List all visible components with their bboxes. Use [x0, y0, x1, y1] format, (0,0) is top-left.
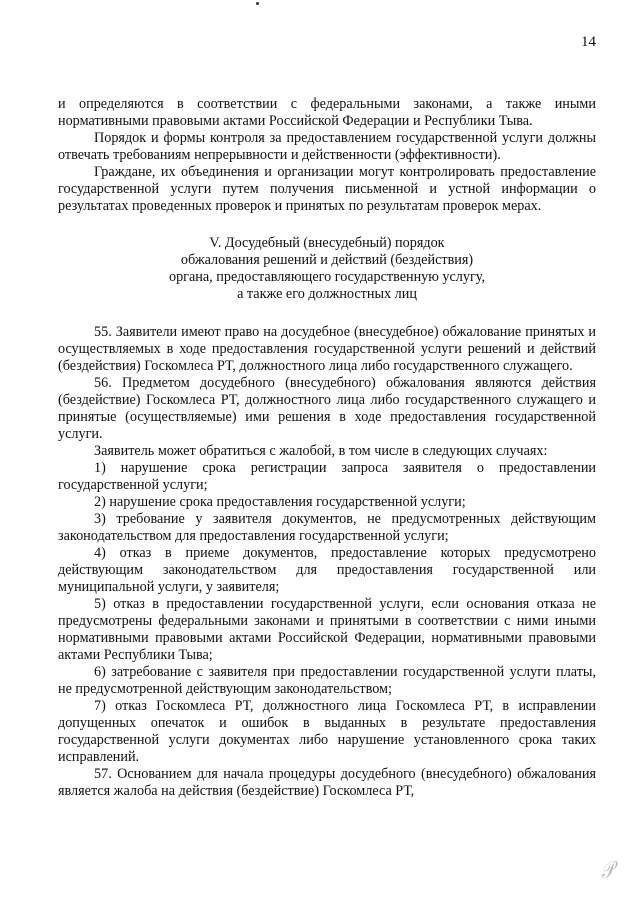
- list-item: 7) отказ Госкомлеса РТ, должностного лица Госкомлеса РТ, в исправлении допущенных опечаток и ошибок в выданных в результате предоставления государственной услуги документах либо нарушение установленного срока таких исправлений.: [58, 698, 596, 765]
- paragraph-57: 57. Основанием для начала процедуры досудебного (внесудебного) обжалования является жалоба на действия (бездействие) Госкомлеса РТ,: [58, 766, 596, 799]
- section-heading: [58, 235, 596, 303]
- paragraph: Порядок и формы контроля за предоставлением государственной услуги должны отвечать требованиям непрерывности и действенности (эффективности).: [58, 130, 596, 163]
- section-heading-line: V. Досудебный (внесудебный) порядок: [209, 235, 445, 251]
- paragraph-continuation: и определяются в соответствии с федеральными законами, а также иными нормативными правовыми актами Российской Федерации и Республики Тыва.: [58, 96, 596, 129]
- section-heading-line: органа, предоставляющего государственную услугу,: [168, 269, 486, 285]
- section-heading-line: а также его должностных лиц: [237, 286, 417, 302]
- list-item: 3) требование у заявителя документов, не предусмотренных действующим законодательством для предоставления государственной услуги;: [58, 511, 596, 544]
- paragraph: Граждане, их объединения и организации могут контролировать предоставление государственной услуги путем получения письменной и устной информации о результатах проведенных проверок и принятых по результатам проверок мерах.: [58, 164, 596, 214]
- document-body: [58, 96, 596, 800]
- list-item: 1) нарушение срока регистрации запроса заявителя о предоставлении государственной услуги;: [58, 460, 596, 493]
- section-heading-line: обжалования решений и действий (бездействия): [180, 252, 474, 268]
- list-item: 5) отказ в предоставлении государственной услуги, если основания отказа не предусмотрены федеральными законами и принятыми в соответствии с ними иными нормативными правовыми актами Российской Федерации, нормативными правовыми актами Республики Тыва;: [58, 596, 596, 663]
- paragraph-55: 55. Заявители имеют право на досудебное (внесудебное) обжалование принятых и осуществляемых в ходе предоставления государственной услуги решений и действий (бездействия) Госкомлеса РТ, должностного лица либо государственного служащего.: [58, 324, 596, 374]
- handwritten-mark: 𝒫: [597, 856, 618, 884]
- list-item: 2) нарушение срока предоставления государственной услуги;: [94, 494, 466, 510]
- scan-speck: [256, 2, 259, 5]
- list-item: 6) затребование с заявителя при предоставлении государственной услуги платы, не предусмотренной действующим законодательством;: [58, 664, 596, 697]
- page-number: 14: [581, 34, 596, 50]
- paragraph-56: 56. Предметом досудебного (внесудебного) обжалования являются действия (бездействие) Госкомлеса РТ, должностного лица либо государственного служащего и принятые (осуществляемые) ими решения в ходе предоставления государственной услуги.: [58, 375, 596, 442]
- list-item: 4) отказ в приеме документов, предоставление которых предусмотрено действующим законодательством для предоставления государственной или муниципальной услуги, у заявителя;: [58, 545, 596, 595]
- paragraph: Заявитель может обратиться с жалобой, в том числе в следующих случаях:: [94, 443, 548, 459]
